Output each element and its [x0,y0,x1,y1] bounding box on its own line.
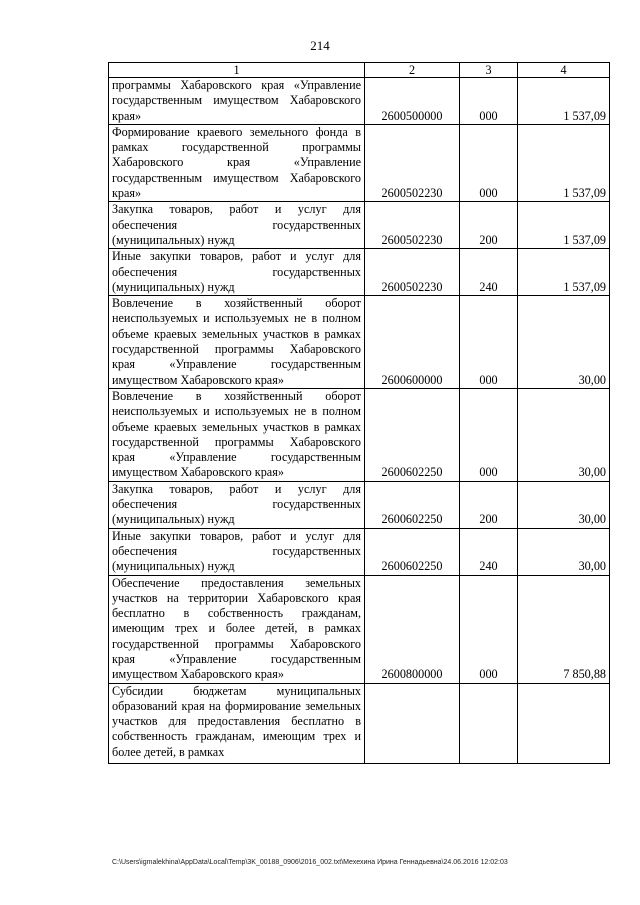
column-header: 2 [365,63,460,78]
row-code: 2600502230 [365,249,460,296]
row-description: Формирование краевого земельного фонда в рамках государственной программы Хабаровского края «Управление государственным имуществом Хабаровского края» [109,124,365,201]
row-code: 2600602250 [365,481,460,528]
row-code: 2600800000 [365,575,460,683]
row-description: Вовлечение в хозяйственный оборот неиспользуемых и используемых не в полном объеме краевых земельных участков в рамках государственной программы Хабаровского края «Управление государственным имуществом Хабаровского края» [109,296,365,389]
row-type: 200 [460,481,518,528]
table-row [109,683,610,763]
row-description: Закупка товаров, работ и услуг для обеспечения государственных (муниципальных) нужд [109,481,365,528]
column-header: 4 [518,63,610,78]
table-row [109,481,610,528]
budget-table [108,62,610,764]
row-amount: 1 537,09 [518,78,610,125]
row-type: 240 [460,249,518,296]
row-type: 000 [460,78,518,125]
row-code: 2600500000 [365,78,460,125]
table-row [109,78,610,125]
table-row [109,528,610,575]
row-type [460,683,518,763]
row-description: Субсидии бюджетам муниципальных образований края на формирование земельных участков для предоставления бесплатно в собственность гражданам, имеющим трех и более детей, в рамках [109,683,365,763]
row-description: Закупка товаров, работ и услуг для обеспечения государственных (муниципальных) нужд [109,202,365,249]
table-row [109,202,610,249]
table-row [109,124,610,201]
row-code: 2600602250 [365,388,460,481]
row-type: 240 [460,528,518,575]
table-row [109,575,610,683]
table-row [109,296,610,389]
row-amount: 30,00 [518,481,610,528]
row-description: Иные закупки товаров, работ и услуг для обеспечения государственных (муниципальных) нужд [109,249,365,296]
row-code: 2600600000 [365,296,460,389]
column-header: 3 [460,63,518,78]
row-amount [518,683,610,763]
footer-file-path: C:\Users\igmalekhina\AppData\Local\Temp\3K_00188_0906\2016_002.txt\Мехехина Ирина Геннадьевна\24.06.2016 12:02:03 [112,859,508,866]
row-type: 000 [460,296,518,389]
row-code [365,683,460,763]
row-description: программы Хабаровского края «Управление государственным имуществом Хабаровского края» [109,78,365,125]
table-row [109,249,610,296]
row-amount: 30,00 [518,528,610,575]
row-description: Обеспечение предоставления земельных участков на территории Хабаровского края бесплатно в собственность гражданам, имеющим трех и более детей, в рамках государственной программы Хабаровского края «Управление государственным имуществом Хабаровского края» [109,575,365,683]
row-code: 2600602250 [365,528,460,575]
row-amount: 1 537,09 [518,202,610,249]
row-code: 2600502230 [365,202,460,249]
row-type: 000 [460,124,518,201]
row-code: 2600502230 [365,124,460,201]
row-amount: 7 850,88 [518,575,610,683]
row-amount: 30,00 [518,296,610,389]
row-amount: 1 537,09 [518,249,610,296]
row-type: 000 [460,575,518,683]
page-number: 214 [310,38,330,53]
row-type: 200 [460,202,518,249]
row-description: Иные закупки товаров, работ и услуг для обеспечения государственных (муниципальных) нужд [109,528,365,575]
table-header-row [109,63,610,78]
column-header: 1 [109,63,365,78]
row-type: 000 [460,388,518,481]
row-amount: 30,00 [518,388,610,481]
row-amount: 1 537,09 [518,124,610,201]
row-description: Вовлечение в хозяйственный оборот неиспользуемых и используемых не в полном объеме краевых земельных участков в рамках государственной программы Хабаровского края «Управление государственным имуществом Хабаровского края» [109,388,365,481]
table-row [109,388,610,481]
